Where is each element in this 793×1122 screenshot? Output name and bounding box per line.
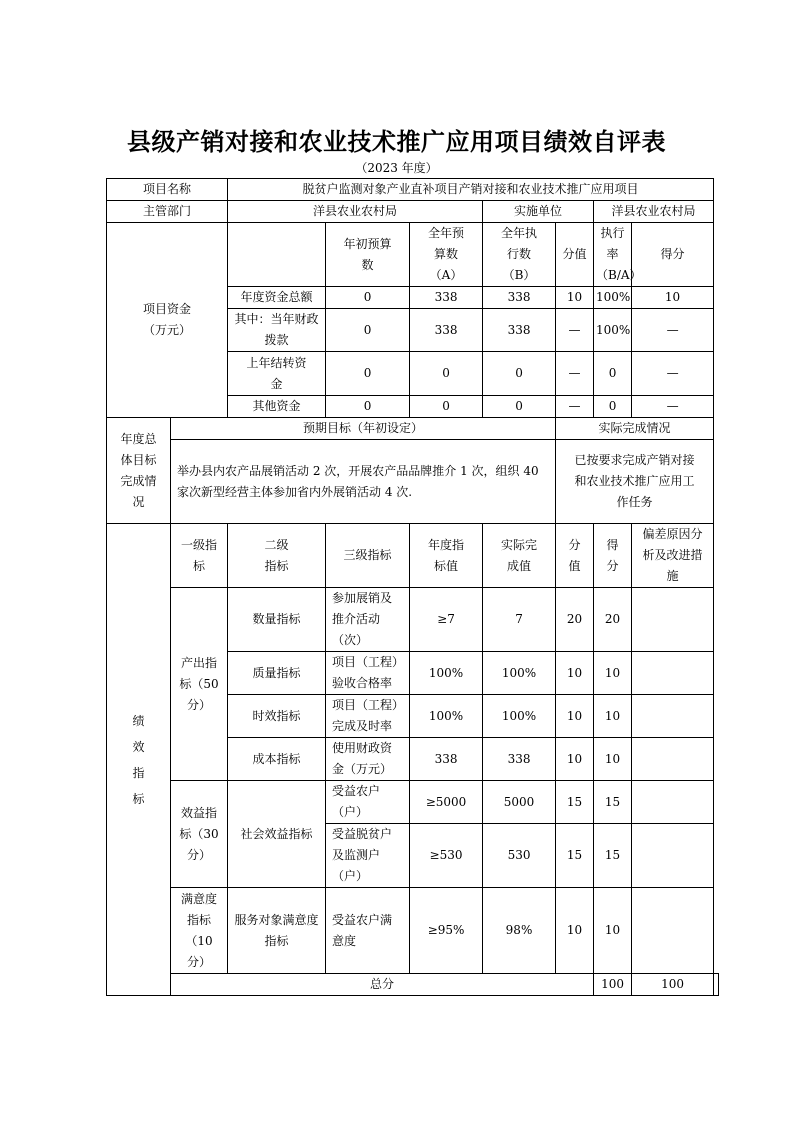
funds-header-initial: 年初预算数 [326,223,410,287]
funds-row-name: 上年结转资金 [228,352,326,396]
perf-level3: 项目（工程）验收合格率 [326,652,410,695]
funds-row-score: — [632,309,714,352]
perf-note [632,695,714,738]
perf-level3: 使用财政资金（万元） [326,738,410,781]
perf-note [632,738,714,781]
funds-row-name: 其中：当年财政拨款 [228,309,326,352]
perf-actual: 100% [483,652,556,695]
perf-actual: 7 [483,588,556,652]
perf-level2: 社会效益指标 [228,781,326,888]
funds-header-score-value: 分值 [556,223,594,287]
funds-header-score: 得分 [632,223,714,287]
perf-score-value: 15 [556,824,594,888]
goals-header-row [107,418,719,440]
document-year: （2023 年度） [355,161,438,175]
perf-note [632,824,714,888]
project-name-row [107,179,719,201]
goals-actual-text: 已按要求完成产销对接和农业技术推广应用工作任务 [556,440,714,524]
funds-row-score-value: — [556,396,594,418]
perf-score: 20 [594,588,632,652]
perf-header-level2: 二级指标 [228,524,326,588]
perf-target: 100% [410,695,483,738]
perf-score: 10 [594,695,632,738]
perf-actual: 98% [483,888,556,974]
perf-target: ≥7 [410,588,483,652]
perf-score-value: 10 [556,888,594,974]
funds-row-rate: 100% [594,287,632,309]
perf-score: 15 [594,824,632,888]
perf-target: ≥5000 [410,781,483,824]
funds-label-line1: 项目资金 [143,302,192,316]
perf-score-value: 10 [556,738,594,781]
perf-note [632,888,714,974]
funds-row-annual: 0 [410,396,483,418]
total-row [107,974,719,996]
total-score-value: 100 [594,974,632,996]
perf-score-value: 10 [556,695,594,738]
funds-row-initial: 0 [326,287,410,309]
funds-row-initial: 0 [326,396,410,418]
perf-score: 15 [594,781,632,824]
document-title: 县级产销对接和农业技术推广应用项目绩效自评表 [127,128,666,156]
funds-row-executed: 338 [483,287,556,309]
perf-level2: 质量指标 [228,652,326,695]
total-note [714,974,719,996]
funds-row-annual: 338 [410,287,483,309]
evaluation-table [106,178,719,996]
perf-level1-benefit: 效益指标（30分） [171,781,228,888]
funds-header-annual: 全年预算数（A） [410,223,483,287]
perf-row [107,888,719,974]
perf-actual: 5000 [483,781,556,824]
perf-score: 10 [594,738,632,781]
goals-content-row [107,440,719,524]
funds-row-rate: 0 [594,352,632,396]
perf-row [107,781,719,824]
perf-header-target: 年度指标值 [410,524,483,588]
project-name-label: 项目名称 [107,179,228,201]
funds-row-initial: 0 [326,352,410,396]
goals-label: 年度总体目标完成情况 [107,418,171,524]
funds-header-executed: 全年执行数（B） [483,223,556,287]
dept-value: 洋县农业农村局 [228,201,483,223]
funds-row-executed: 0 [483,396,556,418]
project-name-value: 脱贫户监测对象产业直补项目产销对接和农业技术推广应用项目 [228,179,714,201]
performance-header-row [107,524,719,588]
perf-level2: 数量指标 [228,588,326,652]
funds-row-score: — [632,396,714,418]
perf-level3: 参加展销及推介活动（次） [326,588,410,652]
perf-score-value: 20 [556,588,594,652]
funds-row-initial: 0 [326,309,410,352]
funds-row-executed: 338 [483,309,556,352]
funds-label-line2: （万元） [143,323,192,337]
perf-score-value: 10 [556,652,594,695]
goals-actual-label: 实际完成情况 [556,418,714,440]
funds-label [107,223,228,418]
total-label: 总分 [171,974,594,996]
perf-row [107,588,719,652]
funds-row-score: 10 [632,287,714,309]
funds-row-score-value: 10 [556,287,594,309]
perf-note [632,588,714,652]
perf-target: ≥95% [410,888,483,974]
funds-row-annual: 338 [410,309,483,352]
perf-actual: 338 [483,738,556,781]
perf-level2: 服务对象满意度指标 [228,888,326,974]
perf-level1-output: 产出指标（50分） [171,588,228,781]
goals-expected-label: 预期目标（年初设定） [171,418,556,440]
perf-header-note: 偏差原因分析及改进措施 [632,524,714,588]
dept-label: 主管部门 [107,201,228,223]
funds-row-rate: 100% [594,309,632,352]
perf-header-score: 得分 [594,524,632,588]
perf-header-level3: 三级指标 [326,524,410,588]
perf-score: 10 [594,652,632,695]
perf-actual: 100% [483,695,556,738]
funds-row-name: 其他资金 [228,396,326,418]
funds-header-rate: 执行率（B/A） [594,223,632,287]
perf-note [632,652,714,695]
perf-level3: 项目（工程）完成及时率 [326,695,410,738]
perf-level1-satisfaction: 满意度指标（10分） [171,888,228,974]
department-row [107,201,719,223]
funds-header-row [107,223,719,287]
funds-row-score-value: — [556,309,594,352]
total-score: 100 [632,974,714,996]
perf-level2: 时效指标 [228,695,326,738]
perf-note [632,781,714,824]
performance-label: 绩效指标 [107,524,171,996]
impl-label: 实施单位 [483,201,594,223]
perf-level3: 受益脱贫户及监测户（户） [326,824,410,888]
perf-level3: 受益农户满意度 [326,888,410,974]
funds-header-blank [228,223,326,287]
goals-expected-text: 举办县内农产品展销活动 2 次，开展农产品品牌推介 1 次，组织 40 家次新型经营主体参加省内外展销活动 4 次. [171,440,556,524]
funds-row-score: — [632,352,714,396]
funds-row-score-value: — [556,352,594,396]
perf-target: 338 [410,738,483,781]
perf-level2: 成本指标 [228,738,326,781]
perf-level3: 受益农户（户） [326,781,410,824]
perf-target: ≥530 [410,824,483,888]
funds-row-name: 年度资金总额 [228,287,326,309]
perf-header-level1: 一级指标 [171,524,228,588]
impl-value: 洋县农业农村局 [594,201,714,223]
perf-target: 100% [410,652,483,695]
funds-row-executed: 0 [483,352,556,396]
perf-header-score-value: 分值 [556,524,594,588]
funds-row-rate: 0 [594,396,632,418]
perf-score: 10 [594,888,632,974]
perf-score-value: 15 [556,781,594,824]
funds-row-annual: 0 [410,352,483,396]
perf-header-actual: 实际完成值 [483,524,556,588]
perf-actual: 530 [483,824,556,888]
